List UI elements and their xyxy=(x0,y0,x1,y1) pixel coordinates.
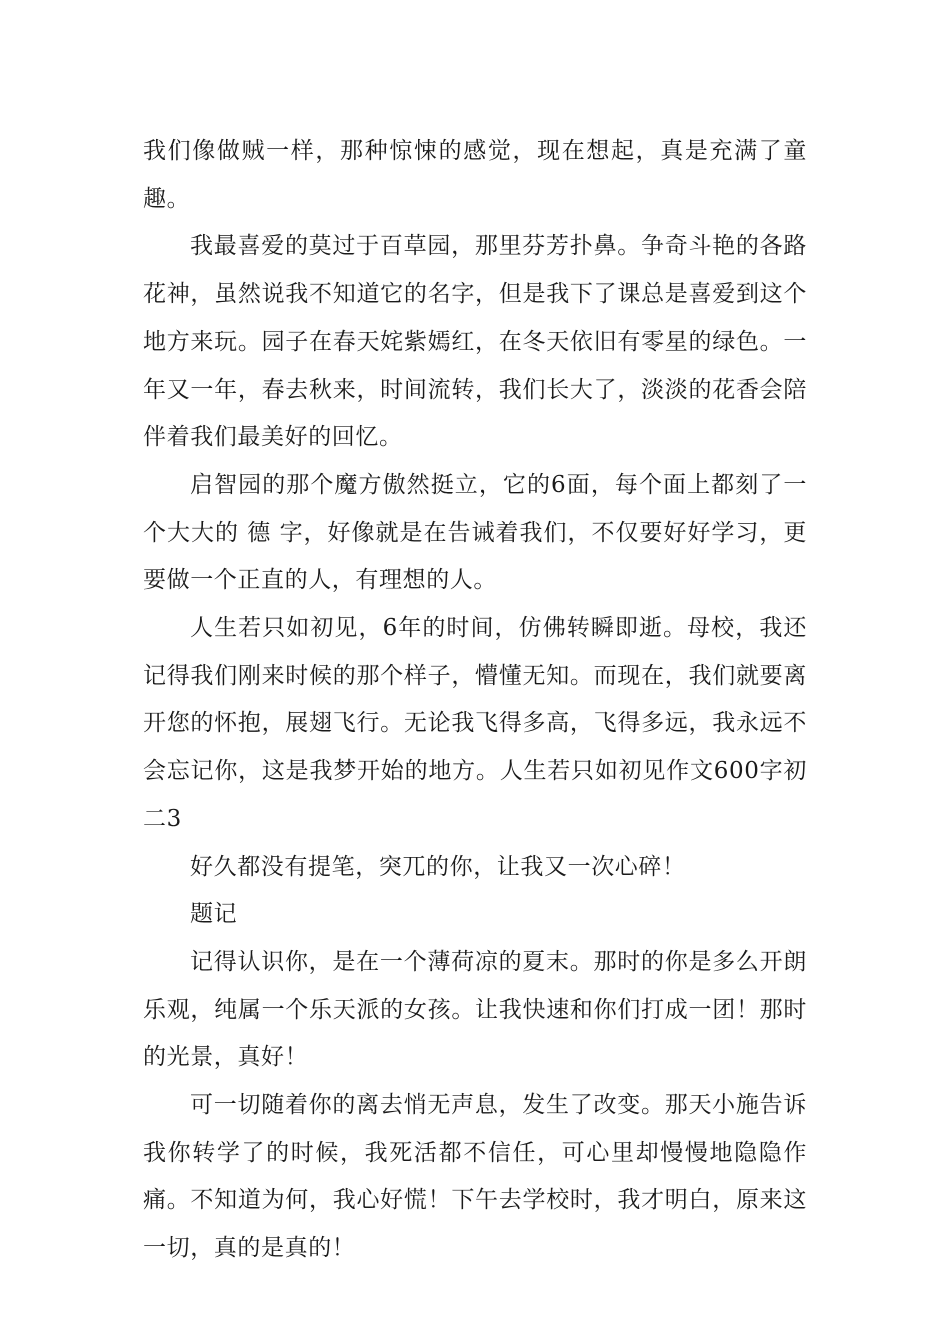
paragraph-7: 记得认识你，是在一个薄荷凉的夏末。那时的你是多么开朗乐观，纯属一个乐天派的女孩。让我快速和你们打成一团！那时的光景，真好！ xyxy=(143,948,807,1071)
paragraph-5: 好久都没有提笔，突兀的你，让我又一次心碎！ xyxy=(190,853,686,880)
paragraph-4: 人生若只如初见，6年的时间，仿佛转瞬即逝。母校，我还记得我们刚来时候的那个样子，懵懂无知。而现在，我们就要离开您的怀抱，展翅飞行。无论我飞得多高，飞得多远，我永远不会忘记你，这是我梦开始的地方。人生若只如初见作文600字初二3 xyxy=(143,615,807,832)
paragraph-1: 我们像做贼一样，那种惊悚的感觉，现在想起，真是充满了童趣。 xyxy=(143,138,807,212)
paragraph-6-epigraph-label: 题记 xyxy=(190,901,238,928)
paragraph-2: 我最喜爱的莫过于百草园，那里芬芳扑鼻。争奇斗艳的各路花神，虽然说我不知道它的名字，但是我下了课总是喜爱到这个地方来玩。园子在春天姹紫嫣红，在冬天依旧有零星的绿色。一年又一年，春去秋来，时间流转，我们长大了，淡淡的花香会陪伴着我们最美好的回忆。 xyxy=(143,233,807,451)
paragraph-3: 启智园的那个魔方傲然挺立，它的6面，每个面上都刻了一个大大的 德 字，好像就是在告诫着我们，不仅要好好学习，更要做一个正直的人，有理想的人。 xyxy=(143,471,807,594)
document-body xyxy=(143,128,807,1273)
paragraph-8: 可一切随着你的离去悄无声息，发生了改变。那天小施告诉我你转学了的时候，我死活都不信任，可心里却慢慢地隐隐作痛。不知道为何，我心好慌！下午去学校时，我才明白，原来这一切，真的是真的！ xyxy=(143,1092,807,1262)
